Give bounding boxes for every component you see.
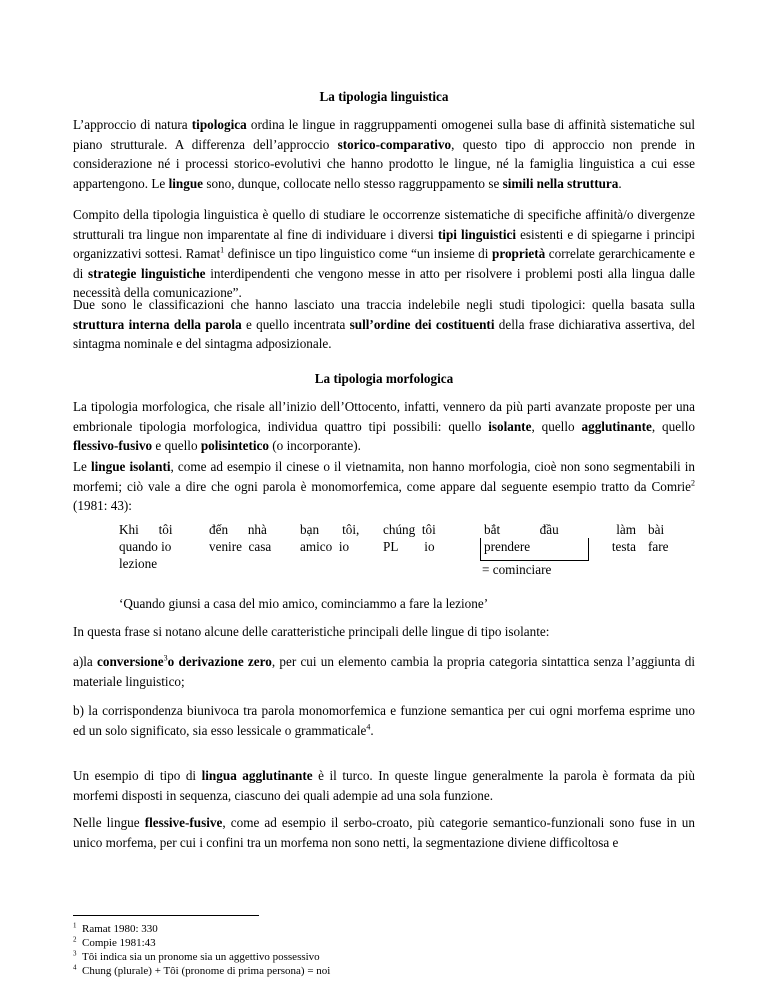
paragraph-intro: L’approccio di natura tipologica ordina le lingue in raggruppamenti omogenei sulla base di affinità sistematiche sul piano strutturale. A differenza dell’approccio storico-comparativo, questo tipo di approccio non prende in considerazione né i processi storico-evolutivi che hanno prodotto le lingue, né la famiglia linguistica a cui esse appartengono. Le lingue sono, dunque, collocate nello stesso raggruppamento se simili nella struttura. bbox=[73, 117, 695, 191]
footnote-2: $^2$ Compie 1981:43 bbox=[73, 935, 156, 949]
paragraph-classificazioni: Due sono le classificazioni che hanno lasciato una traccia indelebile negli studi tipologici: quella basata sulla struttura interna della parola e quello incentrata sull’ordine dei costituenti della frase dichiarativa assertiva, del sintagma nominale e del sintagma adposizionale. bbox=[73, 297, 695, 351]
example-col-lam: làm testa bbox=[611, 522, 636, 554]
paragraph-lingua-agglutinante: Un esempio di tipo di lingua agglutinante è il turco. In queste lingue generalmente la parola è formata da più morfemi disposti in sequenza, ciascuno dei quali adempie ad una sola funzione. bbox=[73, 768, 695, 803]
paragraph-corrispondenza: b) la corrispondenza biunivoca tra parola monomorfemica e funzione semantica per cui ogni morfema esprime uno ed un solo significato, sia esso lessicale o grammaticale$^4$. bbox=[73, 703, 695, 738]
example-col-chung-toi: chúng tôi PL io bbox=[383, 522, 436, 554]
paragraph-conversione: a)la conversione$^3$o derivazione zero, per cui un elemento cambia la propria categoria sintattica senza l’aggiunta di materiale linguistico; bbox=[73, 653, 696, 689]
example-col-bai: bài fare bbox=[648, 522, 669, 554]
section-title-tipologia-morfologica: La tipologia morfologica bbox=[314, 371, 454, 386]
gloss-bracket-label: = cominciare bbox=[482, 562, 552, 577]
footnote-ref-3: 3 bbox=[163, 653, 168, 663]
example-col-bat-dau: bắt đầu prendere bbox=[484, 522, 559, 554]
example-col-ban-toi: bạn tôi, amico io bbox=[300, 522, 360, 554]
paragraph-lingue-isolanti: Le lingue isolanti, come ad esempio il cinese o il vietnamita, non hanno morfologia, cioè non sono segmentabili in morfemi; ciò vale a dire che ogni parola è monomorfemica, come appare dal seguente esempio tratto da Comrie$^2$ (1981: 43): bbox=[73, 459, 695, 513]
paragraph-flessive-fusive: Nelle lingue flessive-fusive, come ad esempio il serbo-croato, più categorie semantico-funzionali sono fuse in un unico morfema, per cui i confini tra un morfema non sono netti, la segmentazione diviene difficoltosa e bbox=[73, 815, 695, 850]
gloss-bracket-box bbox=[480, 538, 589, 561]
footnote-3: $^3$ Tôi indica sia un pronome sia un aggettivo possessivo bbox=[73, 949, 320, 963]
example-col-den-nha: đến nhà venire casa bbox=[209, 522, 272, 554]
example-col-khi-toi: Khi tôi quando io lezione bbox=[119, 522, 173, 571]
paragraph-tipologia-morfologica: La tipologia morfologica, che risale all’inizio dell’Ottocento, infatti, vennero da più parti avanzate proposte per una embrionale tipologia morfologica, individua quattro tipi possibili: quello isolante, quello agglutinante, quello flessivo-fusivo e quello polisintetico (o incorporante). bbox=[73, 399, 695, 453]
footnote-ref-2: 2 bbox=[691, 478, 695, 488]
paragraph-compito: Compito della tipologia linguistica è quello di studiare le occorrenze sistematiche di specifiche affinità/o divergenze strutturali tra lingue non imparentate al fine di individuare i diversi tipi linguistici esistenti e di spiegarne i principi organizzativi sottesi. Ramat$^1$ definisce un tipo linguistico come “un insieme di proprietà correlate gerarchicamente e di strategie linguistiche interdipendenti che vengono messe in atto per risolvere i problemi posti alla lingua dalle necessità della comunicazione”. bbox=[73, 207, 695, 300]
footnote-1: $^1$ Ramat 1980: 330 bbox=[73, 921, 158, 935]
footnote-ref-4: 4 bbox=[366, 722, 371, 732]
section-title-tipologia-linguistica: La tipologia linguistica bbox=[319, 89, 449, 104]
example-translation: ‘Quando giunsi a casa del mio amico, cominciammo a fare la lezione’ bbox=[119, 596, 489, 611]
footnote-separator bbox=[73, 915, 259, 916]
paragraph-caratteristiche: In questa frase si notano alcune delle caratteristiche principali delle lingue di tipo isolante: bbox=[73, 624, 550, 639]
footnote-ref-1: 1 bbox=[220, 245, 225, 255]
footnote-4: $^4$ Chung (plurale) + Tôi (pronome di prima persona) = noi bbox=[73, 963, 331, 977]
